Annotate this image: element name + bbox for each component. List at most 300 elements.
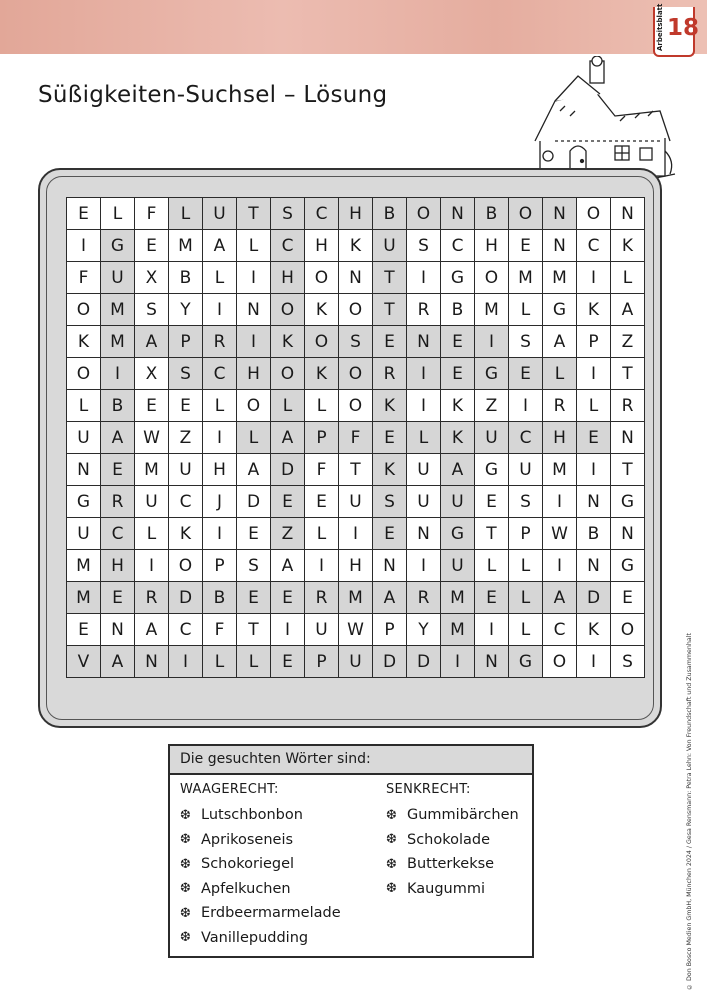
- grid-cell: U: [203, 198, 237, 230]
- grid-cell: H: [339, 198, 373, 230]
- word-list-item: [180, 852, 341, 877]
- word-text: Aprikoseneis: [201, 831, 294, 848]
- grid-cell: N: [237, 294, 271, 326]
- page-title: Süßigkeiten-Suchsel – Lösung: [38, 82, 388, 108]
- word-text: Kaugummi: [407, 880, 486, 897]
- grid-cell: A: [611, 294, 645, 326]
- word-text: Apfelkuchen: [201, 880, 291, 897]
- snowflake-icon: ❆: [180, 832, 191, 848]
- grid-cell: L: [101, 198, 135, 230]
- grid-cell: E: [135, 230, 169, 262]
- grid-cell: N: [441, 198, 475, 230]
- grid-cell: E: [305, 486, 339, 518]
- snowflake-icon: ❆: [386, 807, 397, 823]
- grid-cell: O: [611, 614, 645, 646]
- grid-cell: T: [373, 294, 407, 326]
- grid-cell: I: [543, 550, 577, 582]
- grid-row: [67, 358, 645, 390]
- grid-cell: E: [237, 582, 271, 614]
- grid-cell: C: [441, 230, 475, 262]
- grid-cell: J: [203, 486, 237, 518]
- snowflake-icon: ❆: [180, 905, 191, 921]
- grid-row: [67, 454, 645, 486]
- grid-cell: I: [441, 646, 475, 678]
- grid-cell: N: [101, 614, 135, 646]
- grid-cell: G: [67, 486, 101, 518]
- grid-cell: K: [339, 230, 373, 262]
- grid-cell: I: [169, 646, 203, 678]
- word-text: Schokolade: [407, 831, 491, 848]
- word-list-item: [386, 852, 519, 877]
- grid-cell: B: [577, 518, 611, 550]
- grid-cell: N: [543, 230, 577, 262]
- grid-row: [67, 550, 645, 582]
- grid-cell: O: [339, 390, 373, 422]
- grid-cell: E: [441, 358, 475, 390]
- grid-cell: K: [441, 390, 475, 422]
- grid-row: [67, 614, 645, 646]
- grid-cell: R: [407, 582, 441, 614]
- horizontal-words-list: [180, 803, 341, 950]
- grid-cell: M: [441, 614, 475, 646]
- grid-cell: L: [237, 422, 271, 454]
- grid-cell: D: [407, 646, 441, 678]
- grid-cell: U: [407, 454, 441, 486]
- grid-cell: G: [441, 518, 475, 550]
- grid-cell: G: [543, 294, 577, 326]
- grid-cell: Z: [271, 518, 305, 550]
- grid-cell: L: [509, 614, 543, 646]
- gingerbread-house-illustration: [520, 56, 680, 186]
- grid-cell: L: [169, 198, 203, 230]
- grid-cell: I: [475, 614, 509, 646]
- grid-cell: E: [135, 390, 169, 422]
- grid-cell: S: [509, 326, 543, 358]
- grid-cell: E: [169, 390, 203, 422]
- grid-cell: H: [339, 550, 373, 582]
- grid-cell: E: [373, 422, 407, 454]
- grid-cell: E: [101, 582, 135, 614]
- grid-cell: P: [373, 614, 407, 646]
- grid-cell: T: [611, 454, 645, 486]
- grid-cell: I: [407, 390, 441, 422]
- grid-row: [67, 230, 645, 262]
- grid-cell: N: [577, 486, 611, 518]
- grid-cell: L: [611, 262, 645, 294]
- grid-cell: I: [407, 550, 441, 582]
- grid-cell: I: [305, 550, 339, 582]
- grid-cell: A: [237, 454, 271, 486]
- horizontal-words-heading: WAAGERECHT:: [180, 782, 279, 797]
- grid-cell: U: [339, 646, 373, 678]
- grid-cell: S: [339, 326, 373, 358]
- badge-label: Arbeitsblatt: [656, 3, 664, 51]
- grid-cell: P: [305, 646, 339, 678]
- grid-cell: V: [67, 646, 101, 678]
- grid-cell: I: [577, 646, 611, 678]
- grid-cell: E: [441, 326, 475, 358]
- grid-cell: R: [203, 326, 237, 358]
- grid-cell: K: [169, 518, 203, 550]
- grid-cell: R: [373, 358, 407, 390]
- grid-cell: M: [441, 582, 475, 614]
- grid-cell: L: [203, 262, 237, 294]
- grid-cell: D: [577, 582, 611, 614]
- word-list-item: [386, 828, 519, 853]
- grid-cell: H: [271, 262, 305, 294]
- grid-cell: W: [135, 422, 169, 454]
- snowflake-icon: ❆: [386, 881, 397, 897]
- grid-cell: H: [101, 550, 135, 582]
- grid-cell: U: [169, 454, 203, 486]
- grid-cell: N: [373, 550, 407, 582]
- grid-cell: K: [271, 326, 305, 358]
- vertical-words-list: [386, 803, 519, 901]
- grid-cell: E: [577, 422, 611, 454]
- grid-cell: F: [135, 198, 169, 230]
- grid-cell: P: [169, 326, 203, 358]
- grid-cell: N: [543, 198, 577, 230]
- grid-cell: B: [475, 198, 509, 230]
- grid-cell: T: [237, 614, 271, 646]
- word-text: Butterkekse: [407, 856, 495, 873]
- grid-cell: F: [203, 614, 237, 646]
- snowflake-icon: ❆: [180, 807, 191, 823]
- grid-cell: T: [373, 262, 407, 294]
- grid-cell: O: [237, 390, 271, 422]
- horizontal-words-column: [180, 782, 341, 950]
- grid-cell: E: [373, 518, 407, 550]
- grid-cell: L: [203, 646, 237, 678]
- grid-cell: N: [611, 518, 645, 550]
- grid-cell: K: [577, 294, 611, 326]
- grid-cell: E: [101, 454, 135, 486]
- grid-cell: L: [509, 582, 543, 614]
- grid-cell: A: [101, 422, 135, 454]
- grid-row: [67, 262, 645, 294]
- grid-cell: M: [67, 582, 101, 614]
- grid-cell: O: [339, 358, 373, 390]
- grid-row: [67, 198, 645, 230]
- snowflake-icon: ❆: [180, 881, 191, 897]
- grid-cell: R: [407, 294, 441, 326]
- grid-cell: L: [237, 230, 271, 262]
- grid-cell: O: [475, 262, 509, 294]
- grid-cell: H: [475, 230, 509, 262]
- grid-cell: U: [407, 486, 441, 518]
- grid-row: [67, 422, 645, 454]
- grid-cell: I: [577, 358, 611, 390]
- word-list-item: [386, 803, 519, 828]
- grid-cell: P: [577, 326, 611, 358]
- grid-cell: O: [271, 358, 305, 390]
- grid-cell: A: [135, 326, 169, 358]
- grid-cell: A: [271, 550, 305, 582]
- grid-cell: K: [611, 230, 645, 262]
- grid-cell: A: [135, 614, 169, 646]
- grid-cell: C: [101, 518, 135, 550]
- grid-row: [67, 646, 645, 678]
- grid-cell: M: [101, 326, 135, 358]
- grid-cell: C: [543, 614, 577, 646]
- grid-cell: O: [407, 198, 441, 230]
- snowflake-icon: ❆: [180, 930, 191, 946]
- grid-cell: U: [475, 422, 509, 454]
- grid-cell: I: [475, 326, 509, 358]
- grid-cell: T: [611, 358, 645, 390]
- grid-cell: E: [509, 230, 543, 262]
- grid-cell: L: [577, 390, 611, 422]
- grid-row: [67, 582, 645, 614]
- grid-cell: D: [237, 486, 271, 518]
- grid-cell: G: [101, 230, 135, 262]
- grid-cell: I: [67, 230, 101, 262]
- grid-cell: E: [475, 582, 509, 614]
- vertical-words-column: [386, 782, 519, 901]
- grid-cell: O: [67, 294, 101, 326]
- grid-cell: N: [577, 550, 611, 582]
- grid-cell: I: [577, 262, 611, 294]
- grid-cell: B: [441, 294, 475, 326]
- grid-cell: Z: [611, 326, 645, 358]
- grid-cell: A: [101, 646, 135, 678]
- grid-cell: N: [67, 454, 101, 486]
- grid-cell: O: [543, 646, 577, 678]
- grid-cell: A: [373, 582, 407, 614]
- grid-cell: F: [339, 422, 373, 454]
- grid-cell: C: [305, 198, 339, 230]
- grid-cell: Z: [169, 422, 203, 454]
- grid-cell: O: [577, 198, 611, 230]
- grid-cell: E: [67, 198, 101, 230]
- grid-cell: O: [271, 294, 305, 326]
- grid-cell: R: [611, 390, 645, 422]
- grid-cell: K: [305, 358, 339, 390]
- grid-cell: E: [237, 518, 271, 550]
- grid-cell: N: [339, 262, 373, 294]
- grid-cell: I: [203, 294, 237, 326]
- grid-cell: U: [67, 422, 101, 454]
- grid-cell: K: [373, 390, 407, 422]
- worksheet-badge: [653, 3, 700, 57]
- grid-cell: Y: [407, 614, 441, 646]
- grid-cell: N: [135, 646, 169, 678]
- grid-cell: C: [271, 230, 305, 262]
- grid-cell: N: [611, 422, 645, 454]
- grid-row: [67, 294, 645, 326]
- grid-cell: P: [509, 518, 543, 550]
- word-text: Lutschbonbon: [201, 807, 303, 824]
- grid-cell: L: [407, 422, 441, 454]
- grid-cell: I: [271, 614, 305, 646]
- grid-cell: E: [373, 326, 407, 358]
- grid-cell: A: [271, 422, 305, 454]
- grid-cell: M: [543, 262, 577, 294]
- grid-row: [67, 390, 645, 422]
- grid-cell: I: [237, 262, 271, 294]
- snowflake-icon: ❆: [386, 832, 397, 848]
- grid-cell: L: [135, 518, 169, 550]
- grid-cell: N: [611, 198, 645, 230]
- grid-cell: O: [509, 198, 543, 230]
- grid-cell: K: [373, 454, 407, 486]
- grid-cell: S: [611, 646, 645, 678]
- grid-cell: U: [101, 262, 135, 294]
- grid-cell: M: [339, 582, 373, 614]
- grid-cell: I: [407, 358, 441, 390]
- grid-cell: S: [407, 230, 441, 262]
- grid-cell: F: [305, 454, 339, 486]
- grid-cell: I: [543, 486, 577, 518]
- grid-cell: C: [169, 614, 203, 646]
- grid-cell: Z: [475, 390, 509, 422]
- word-text: Gummibärchen: [407, 807, 519, 824]
- grid-cell: X: [135, 262, 169, 294]
- grid-cell: O: [339, 294, 373, 326]
- grid-cell: I: [101, 358, 135, 390]
- grid-cell: S: [237, 550, 271, 582]
- grid-cell: L: [305, 390, 339, 422]
- grid-cell: R: [101, 486, 135, 518]
- grid-cell: M: [169, 230, 203, 262]
- grid-cell: G: [509, 646, 543, 678]
- grid-cell: C: [203, 358, 237, 390]
- grid-cell: M: [509, 262, 543, 294]
- grid-cell: I: [203, 422, 237, 454]
- grid-cell: G: [611, 486, 645, 518]
- grid-cell: K: [577, 614, 611, 646]
- grid-cell: A: [203, 230, 237, 262]
- word-list-item: [180, 926, 341, 951]
- grid-cell: R: [305, 582, 339, 614]
- grid-cell: B: [203, 582, 237, 614]
- grid-cell: K: [441, 422, 475, 454]
- grid-row: [67, 326, 645, 358]
- grid-cell: X: [135, 358, 169, 390]
- grid-cell: D: [271, 454, 305, 486]
- grid-cell: T: [237, 198, 271, 230]
- word-text: Vanillepudding: [201, 929, 309, 946]
- word-list-heading: Die gesuchten Wörter sind:: [170, 746, 532, 775]
- grid-row: [67, 486, 645, 518]
- grid-cell: A: [543, 582, 577, 614]
- grid-cell: K: [67, 326, 101, 358]
- grid-cell: S: [509, 486, 543, 518]
- grid-cell: W: [543, 518, 577, 550]
- grid-cell: B: [101, 390, 135, 422]
- grid-cell: E: [271, 646, 305, 678]
- grid-cell: I: [135, 550, 169, 582]
- grid-cell: U: [305, 614, 339, 646]
- grid-cell: I: [237, 326, 271, 358]
- grid-cell: S: [135, 294, 169, 326]
- grid-cell: K: [305, 294, 339, 326]
- grid-cell: C: [577, 230, 611, 262]
- grid-cell: E: [509, 358, 543, 390]
- word-list-item: [180, 901, 341, 926]
- grid-cell: L: [67, 390, 101, 422]
- grid-cell: O: [305, 262, 339, 294]
- grid-cell: E: [67, 614, 101, 646]
- grid-cell: I: [509, 390, 543, 422]
- grid-cell: U: [339, 486, 373, 518]
- grid-cell: S: [271, 198, 305, 230]
- grid-cell: S: [373, 486, 407, 518]
- grid-cell: O: [67, 358, 101, 390]
- grid-cell: L: [475, 550, 509, 582]
- snowflake-icon: ❆: [180, 856, 191, 872]
- word-search-grid: [66, 197, 645, 678]
- grid-cell: O: [169, 550, 203, 582]
- grid-cell: G: [611, 550, 645, 582]
- grid-cell: H: [237, 358, 271, 390]
- grid-cell: U: [135, 486, 169, 518]
- grid-cell: L: [203, 390, 237, 422]
- snowflake-icon: ❆: [386, 856, 397, 872]
- grid-cell: I: [203, 518, 237, 550]
- word-list-item: [180, 877, 341, 902]
- grid-cell: N: [407, 326, 441, 358]
- grid-cell: B: [169, 262, 203, 294]
- word-text: Erdbeermarmelade: [201, 905, 341, 922]
- grid-cell: M: [67, 550, 101, 582]
- grid-cell: L: [237, 646, 271, 678]
- grid-cell: L: [543, 358, 577, 390]
- grid-cell: U: [373, 230, 407, 262]
- grid-cell: M: [543, 454, 577, 486]
- grid-cell: L: [509, 294, 543, 326]
- grid-cell: U: [509, 454, 543, 486]
- grid-cell: R: [543, 390, 577, 422]
- grid-cell: E: [611, 582, 645, 614]
- copyright-credit: © Don Bosco Medien GmbH, München 2024 / Gesa Rensmann: Petra Lehn: Von Freundschaft und Zusammenhalt: [686, 633, 693, 990]
- vertical-words-heading: SENKRECHT:: [386, 782, 471, 797]
- grid-cell: M: [475, 294, 509, 326]
- grid-cell: R: [135, 582, 169, 614]
- grid-cell: W: [339, 614, 373, 646]
- grid-row: [67, 518, 645, 550]
- grid-cell: L: [271, 390, 305, 422]
- grid-cell: A: [441, 454, 475, 486]
- grid-cell: P: [203, 550, 237, 582]
- grid-cell: T: [339, 454, 373, 486]
- grid-cell: E: [271, 582, 305, 614]
- grid-cell: E: [271, 486, 305, 518]
- grid-cell: U: [67, 518, 101, 550]
- grid-cell: A: [543, 326, 577, 358]
- grid-cell: E: [475, 486, 509, 518]
- grid-cell: O: [305, 326, 339, 358]
- grid-cell: M: [101, 294, 135, 326]
- grid-cell: C: [169, 486, 203, 518]
- word-list-item: [180, 828, 341, 853]
- top-decorative-band: [0, 0, 707, 54]
- grid-cell: I: [407, 262, 441, 294]
- grid-cell: N: [475, 646, 509, 678]
- grid-cell: S: [169, 358, 203, 390]
- grid-cell: H: [203, 454, 237, 486]
- grid-cell: I: [339, 518, 373, 550]
- grid-cell: N: [407, 518, 441, 550]
- grid-cell: U: [441, 550, 475, 582]
- grid-cell: D: [169, 582, 203, 614]
- grid-cell: G: [441, 262, 475, 294]
- word-list-box: [168, 744, 534, 958]
- grid-cell: L: [509, 550, 543, 582]
- word-text: Schokoriegel: [201, 856, 295, 873]
- word-list-item: [386, 877, 519, 902]
- grid-cell: G: [475, 454, 509, 486]
